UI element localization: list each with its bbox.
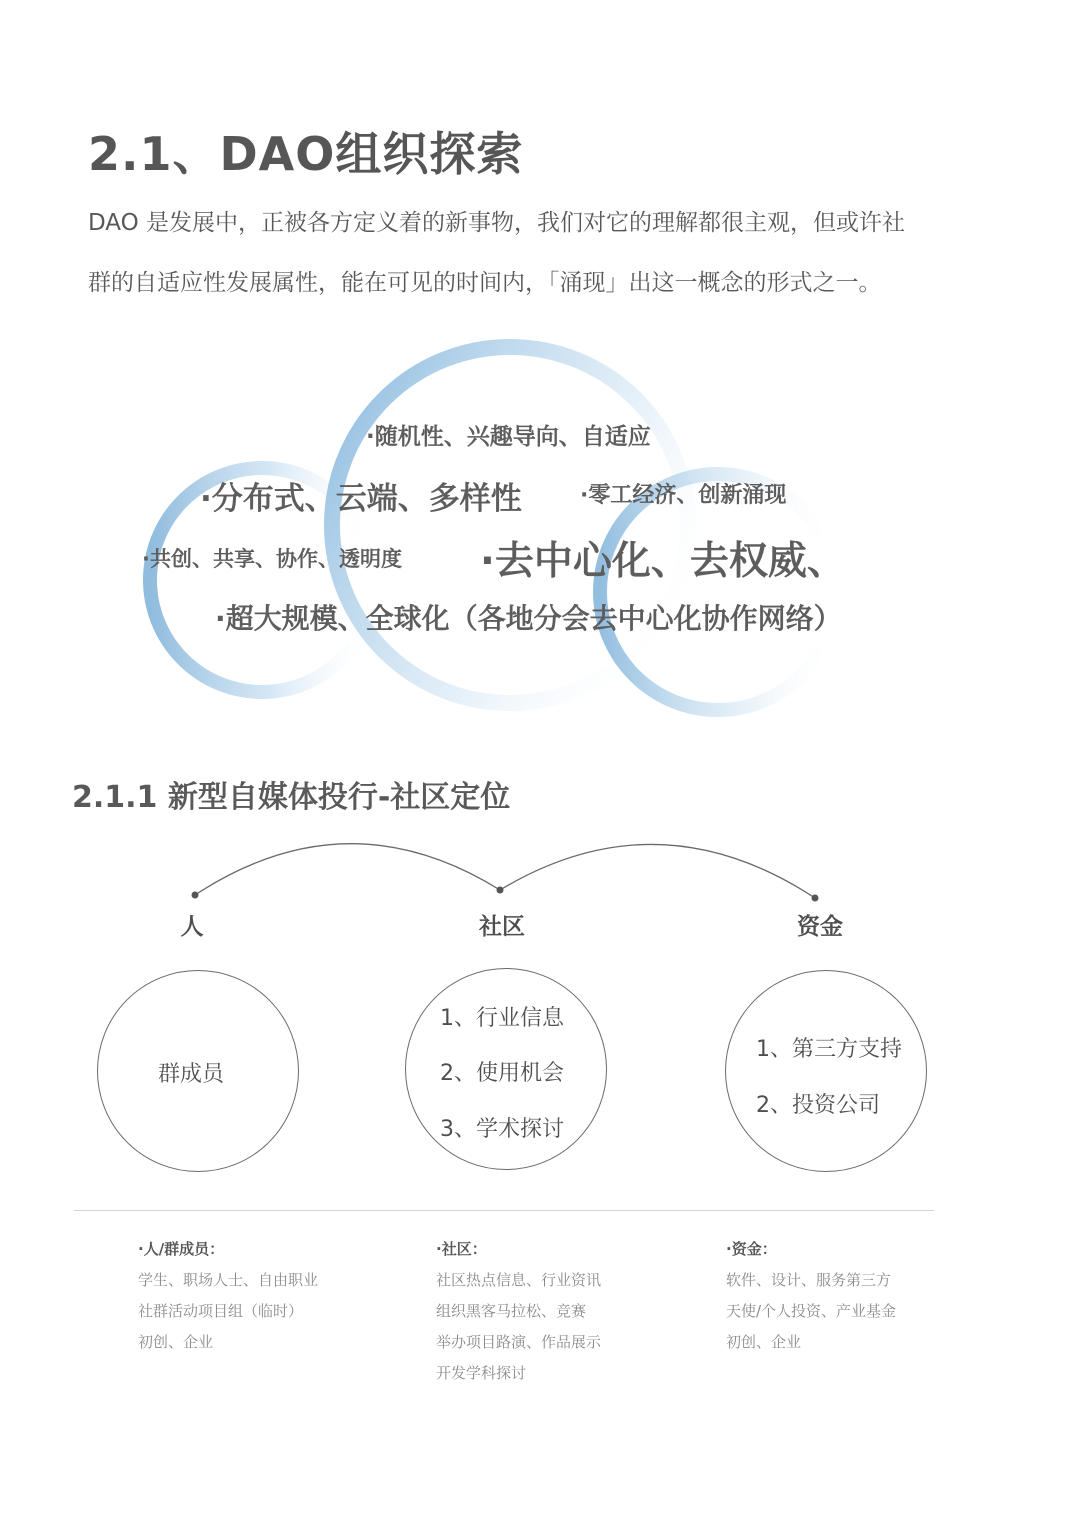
intro-line-1: DAO 是发展中，正被各方定义着的新事物，我们对它的理解都很主观，但或许社 [88,210,906,236]
circle-item: 1、行业信息 [440,1006,564,1031]
node-dot [812,895,819,902]
note-heading: ·社区： [436,1240,487,1258]
node-dot [497,887,504,894]
note-line: 社群活动项目组（临时） [138,1302,304,1320]
section-title: 2.1.1 新型自媒体投行-社区定位 [72,780,511,815]
page-title: 2.1、DAO组织探索 [88,127,524,181]
note-line: 举办项目路演、作品展示 [436,1333,602,1351]
circle-item: 群成员 [158,1062,225,1087]
keyword-line: ·随机性、兴趣导向、自适应 [366,424,651,450]
note-line: 社区热点信息、行业资讯 [436,1271,602,1289]
arc-left [195,844,500,895]
note-line: 学生、职场人士、自由职业 [138,1271,319,1289]
circle-item: 1、第三方支持 [756,1037,902,1062]
keyword-line: ·分布式、云端、多样性 [200,481,522,517]
keyword-line: ·共创、共享、协作、透明度 [142,547,402,571]
note-line: 天使/个人投资、产业基金 [726,1302,897,1320]
column-label-community: 社区 [479,914,525,940]
keyword-line: ·超大规模、全球化（各地分会去中心化协作网络） [215,602,842,635]
ring-right [600,474,836,710]
intro-line-2: 群的自适应性发展属性，能在可见的时间内，「涌现」出这一概念的形式之一。 [88,270,882,296]
note-line: 初创、企业 [726,1333,802,1351]
people-circle [97,970,299,1172]
community-circle [405,968,607,1170]
note-line: 软件、设计、服务第三方 [726,1271,892,1289]
note-line: 初创、企业 [138,1333,214,1351]
column-label-people: 人 [180,914,204,940]
column-label-funding: 资金 [797,914,843,940]
funding-circle [725,970,927,1172]
circle-item: 3、学术探讨 [440,1117,564,1142]
circle-item: 2、投资公司 [756,1093,880,1118]
keyword-line: ·零工经济、创新涌现 [580,483,787,508]
arc-right [500,844,815,898]
node-dot [192,892,199,899]
ring-center [332,347,688,703]
note-heading: ·资金： [726,1240,777,1258]
note-line: 组织黑客马拉松、竞赛 [436,1302,587,1320]
divider [74,1210,934,1211]
connector-arcs [0,830,1080,950]
circle-item: 2、使用机会 [440,1061,564,1086]
keyword-line: ·去中心化、去权威、 [480,539,846,584]
note-line: 开发学科探讨 [436,1364,527,1382]
note-heading: ·人/群成员： [138,1240,225,1258]
